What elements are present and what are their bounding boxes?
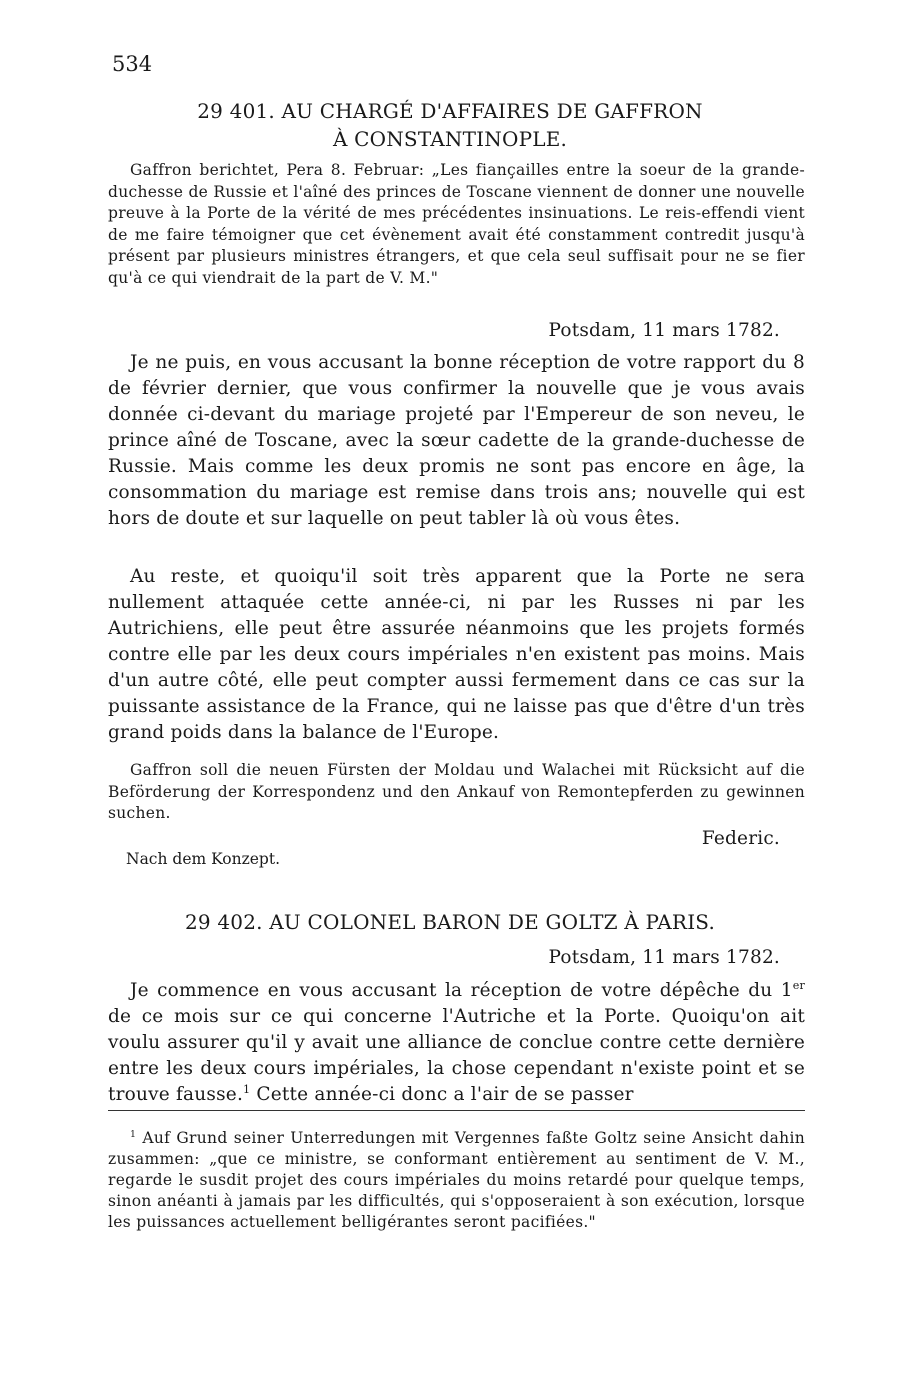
footnote-reference: 1 bbox=[243, 1082, 251, 1096]
signature: Federic. bbox=[701, 828, 780, 849]
superscript-er: er bbox=[792, 978, 805, 992]
para-text-start: Je commence en vous accusant la réception de votre dépêche du 1 bbox=[130, 980, 793, 1001]
document-heading-1 bbox=[100, 97, 800, 153]
dateline-2: Potsdam, 11 mars 1782. bbox=[548, 947, 780, 968]
dateline-1: Potsdam, 11 mars 1782. bbox=[548, 320, 780, 341]
footnote-divider bbox=[108, 1110, 805, 1111]
letter-paragraph-1: Je ne puis, en vous accusant la bonne réception de votre rapport du 8 de février dernier, que vous confirmer la nouvelle que je vous avais donnée ci-devant du mariage projeté par l'Empereur de son neveu, le prince aîné de Toscane, avec la sœur cadette de la grande-duchesse de Russie. Mais comme les deux promis ne sont pas encore en âge, la consommation du mariage est remise dans trois ans; nouvelle qui est hors de doute et sur laquelle on peut tabler là où vous êtes. bbox=[108, 352, 805, 529]
editorial-note: Gaffron soll die neuen Fürsten der Moldau und Walachei mit Rücksicht auf die Beförderung der Korrespondenz und den Ankauf von Remontepferden zu gewinnen suchen. bbox=[108, 761, 805, 823]
footnote-text: Auf Grund seiner Unterredungen mit Vergennes faßte Goltz seine Ansicht dahin zusammen: „que ce ministre, se conformant entièrement au sentiment de V. M., regarde le susdit projet des cours impériales du moins retardé pour quelque temps, sinon anéanti à jamais par les difficultés, qui s'opposeraient à son exécution, lorsque les puissances actuellement belligérantes seront pacifiées." bbox=[108, 1129, 805, 1231]
document-summary: Gaffron berichtet, Pera 8. Februar: „Les fiançailles entre la soeur de la grande-duchesse de Russie et l'aîné des princes de Toscane viennent de donner une nouvelle preuve à la Porte de la vérité de mes précédentes insinuations. Le reis-effendi vient de me faire témoigner que cet évènement avait été constamment contredit jusqu'à présent par plusieurs ministres étrangers, et que cela seul suffisait pour ne se fier qu'à ce qui viendrait de la part de V. M." bbox=[108, 161, 805, 287]
footnote bbox=[108, 1128, 805, 1233]
para-text-end: Cette année-ci donc a l'air de se passer bbox=[250, 1084, 634, 1105]
letter-paragraph-2: Au reste, et quoiqu'il soit très apparent que la Porte ne sera nullement attaquée cette année-ci, ni par les Russes ni par les Autrichiens, elle peut être assurée néanmoins que les projets formés contre elle par les deux cours impériales n'en existent pas moins. Mais d'un autre côté, elle peut compter aussi fermement dans ce cas sur la puissante assistance de la France, qui ne laisse pas que d'être d'un très grand poids dans la balance de l'Europe. bbox=[108, 566, 805, 743]
document-heading-2: 29 402. AU COLONEL BARON DE GOLTZ À PARIS. bbox=[184, 910, 716, 934]
page-number: 534 bbox=[112, 52, 153, 76]
source-note: Nach dem Konzept. bbox=[126, 850, 281, 868]
footnote-marker: 1 bbox=[130, 1128, 137, 1140]
heading-line-1: 29 401. AU CHARGÉ D'AFFAIRES DE GAFFRON bbox=[197, 99, 703, 123]
para-text-mid: de ce mois sur ce qui concerne l'Autriche et la Porte. Quoiqu'on ait voulu assurer qu'il y avait une alliance de conclue contre cette dernière entre les deux cours impériales, la chose cependant n'existe point et se trouve fausse. bbox=[108, 1006, 805, 1105]
heading-line-2: À CONSTANTINOPLE. bbox=[332, 127, 568, 151]
letter2-paragraph-1 bbox=[108, 978, 805, 1108]
